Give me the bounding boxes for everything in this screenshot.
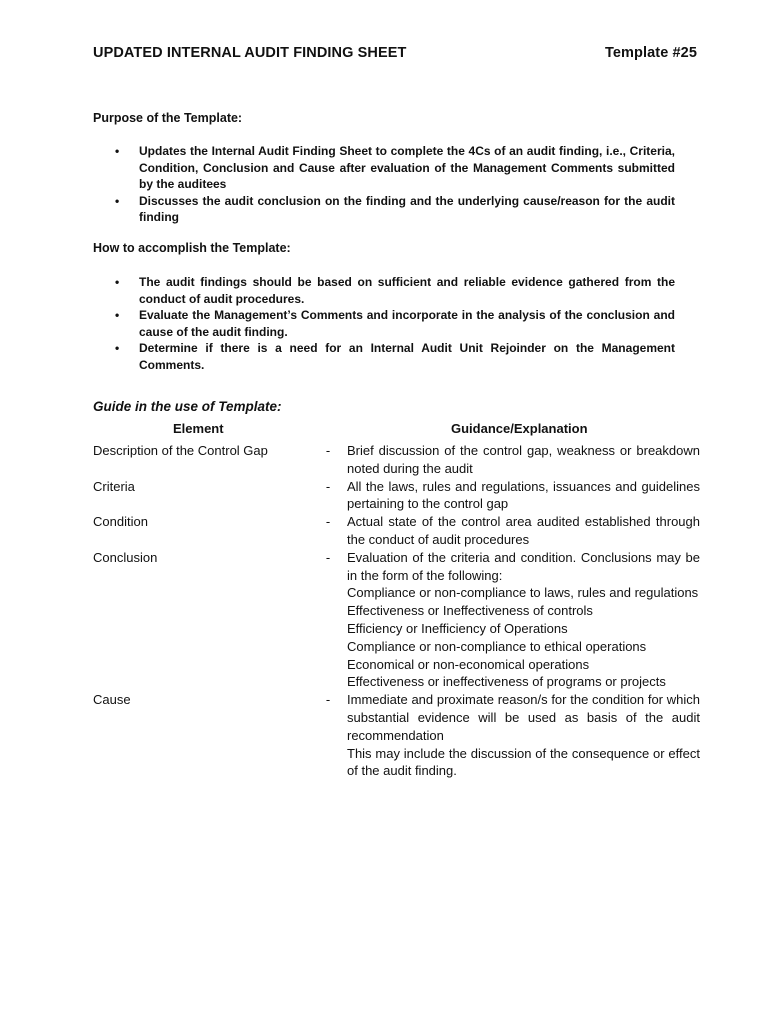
guidance-text: Immediate and proximate reason/s for the condition for which substantial evidence will be used as basis of the audit recommendation This may include the discussion of the consequence or effect of the audit finding. (347, 692, 700, 779)
separator-dash: - (325, 443, 331, 458)
separator-dash: - (325, 514, 331, 530)
guide-heading: Guide in the use of Template: (93, 399, 282, 414)
guide-row-control-gap (93, 442, 700, 478)
how-to-item: • Evaluate the Management’s Comments and incorporate in the analysis of the conclusion and cause of the audit finding. (115, 308, 675, 339)
guidance-text: Evaluation of the criteria and condition. Conclusions may be in the form of the following: Compliance or non-compliance to laws, rules and regulations Effectiveness or Ineffectiveness of controls Efficiency or Inefficiency of Operations Compliance or non-compliance to ethical operations Economical or non-economical operations Effectiveness or ineffectiveness of programs or projects (347, 549, 700, 690)
purpose-list (93, 143, 675, 226)
guide-row-cause (93, 691, 700, 780)
purpose-item: • Discusses the audit conclusion on the finding and the underlying cause/reason for the audit finding (115, 193, 675, 224)
bullet-icon: • (115, 308, 120, 322)
purpose-heading: Purpose of the Template: (93, 111, 243, 125)
how-to-item: • The audit findings should be based on sufficient and reliable evidence gathered from the conduct of audit procedures. (115, 275, 675, 306)
bullet-icon: • (115, 341, 120, 355)
guidance-text: All the laws, rules and regulations, issuances and guidelines pertaining to the control gap (347, 478, 700, 512)
guidance-text: Brief discussion of the control gap, weakness or breakdown noted during the audit (347, 443, 700, 476)
element-column-header: Element (173, 421, 224, 436)
guidance-text: Actual state of the control area audited established through the conduct of audit procedures (347, 514, 700, 547)
template-number: Template #25 (604, 45, 697, 61)
how-to-list (93, 274, 675, 373)
guide-row-condition (93, 513, 700, 549)
how-to-item: • Determine if there is a need for an Internal Audit Unit Rejoinder on the Management Comments. (115, 341, 675, 372)
separator-dash: - (325, 478, 331, 494)
separator-dash: - (325, 692, 331, 708)
guidance-column-header: Guidance/Explanation (451, 421, 588, 436)
element-label: Conclusion (93, 549, 158, 565)
guide-row-conclusion (93, 549, 700, 691)
bullet-icon: • (115, 144, 120, 158)
bullet-icon: • (115, 193, 120, 208)
how-to-heading: How to accomplish the Template: (93, 241, 291, 255)
document-title: UPDATED INTERNAL AUDIT FINDING SHEET (93, 45, 407, 61)
document-header (93, 45, 697, 65)
element-label: Criteria (93, 478, 135, 494)
element-label: Condition (93, 514, 148, 530)
guide-table (93, 442, 700, 780)
element-label: Description of the Control Gap (93, 443, 268, 458)
separator-dash: - (325, 549, 331, 565)
element-label: Cause (93, 692, 131, 708)
purpose-item: • Updates the Internal Audit Finding Sheet to complete the 4Cs of an audit finding, i.e., Criteria, Condition, Conclusion and Cause after evaluation of the Management Comments submitted by the auditees (115, 144, 675, 191)
bullet-icon: • (115, 275, 120, 289)
guide-row-criteria (93, 478, 700, 514)
